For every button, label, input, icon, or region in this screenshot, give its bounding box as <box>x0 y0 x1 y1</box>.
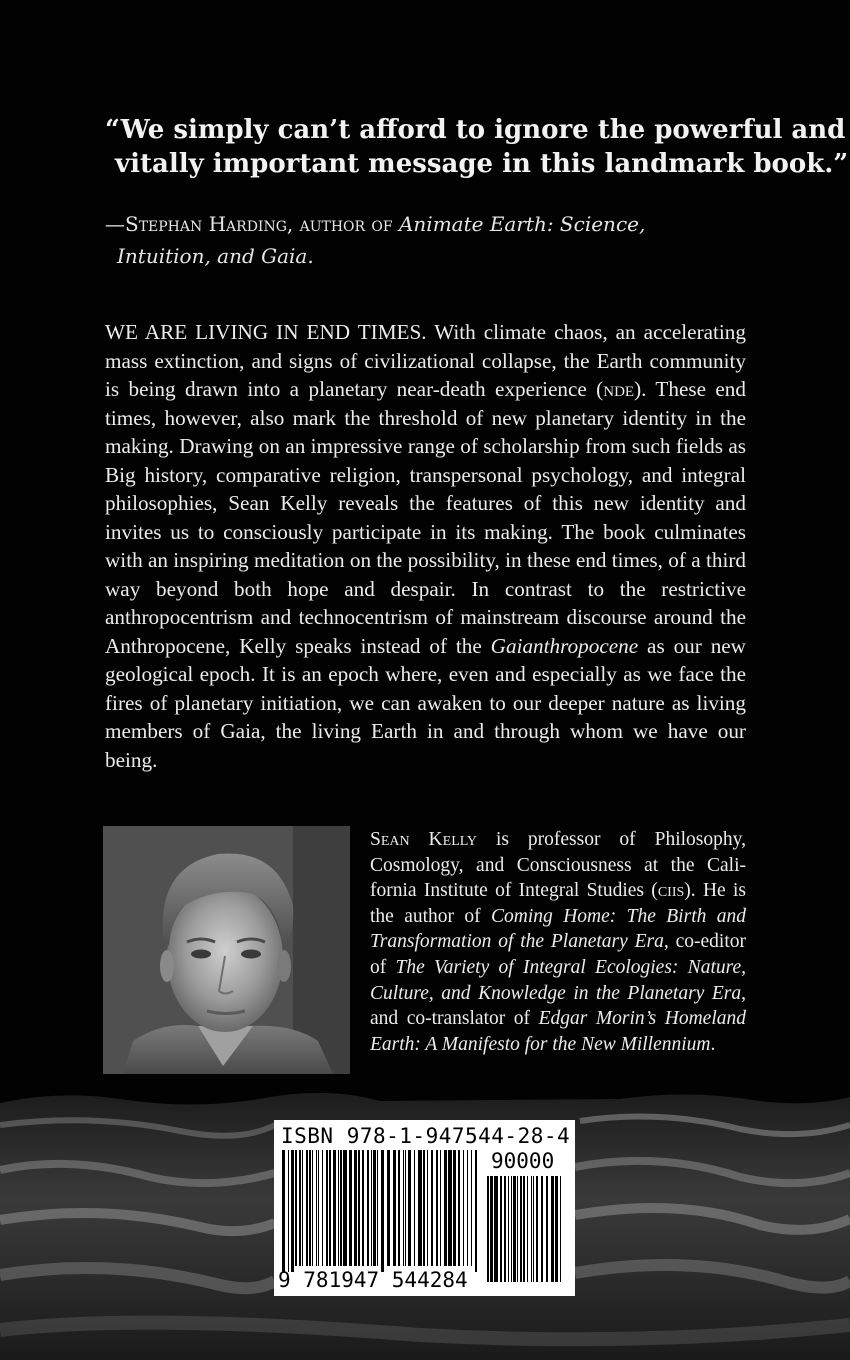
barcode-bar <box>309 1150 311 1266</box>
bio-author-name: Sean Kelly <box>370 829 478 850</box>
barcode-bar <box>418 1150 422 1266</box>
barcode-bar <box>291 1150 294 1272</box>
barcode-bar <box>555 1176 558 1282</box>
barcode-bar <box>536 1176 538 1282</box>
barcode-bar <box>504 1176 506 1282</box>
bio-text-2: ). He is the author of <box>370 880 746 927</box>
barcode-bar <box>414 1150 415 1266</box>
barcode-bar <box>318 1150 319 1266</box>
quote-line-2: vitally important message in this landmark book.” <box>115 149 849 179</box>
attribution-author: —Stephan Harding, author of <box>105 212 393 236</box>
barcode-bar <box>541 1176 543 1282</box>
barcode-bar <box>316 1150 317 1266</box>
author-bio <box>370 827 746 1057</box>
bio-book-2: The Variety of Integral Ecologies: Nature, Culture, and Knowledge in the Planetary Era <box>370 956 747 1004</box>
barcode-bar <box>494 1176 498 1282</box>
barcode-bar <box>349 1150 352 1266</box>
endorsement-quote <box>105 113 849 181</box>
barcode-bar <box>436 1150 438 1266</box>
barcode-bar <box>377 1150 378 1266</box>
barcode-bar <box>371 1150 372 1266</box>
barcode-bar <box>398 1150 400 1266</box>
barcode-bar <box>387 1150 390 1266</box>
quote-attribution <box>105 208 755 272</box>
barcode-bar <box>312 1150 313 1266</box>
barcode-bar <box>431 1150 433 1266</box>
bio-text-3: , co-editor of <box>370 931 746 978</box>
barcode-bar <box>523 1176 525 1282</box>
attribution-book-title: Animate Earth: Science, <box>398 212 646 236</box>
barcode-bar <box>373 1150 376 1266</box>
barcode-bar <box>490 1176 493 1282</box>
barcode-bar <box>343 1150 347 1266</box>
blurb-abbr: nde <box>603 377 635 401</box>
ean-barcode-bars <box>282 1150 482 1272</box>
barcode-bar <box>340 1150 342 1266</box>
barcode-bar <box>423 1150 425 1266</box>
price-code: 90000 <box>491 1149 555 1173</box>
attribution-line-1 <box>105 208 755 240</box>
barcode-bar <box>362 1150 364 1266</box>
barcode-bar <box>333 1150 336 1266</box>
barcode-bar <box>393 1150 396 1266</box>
blurb-text-3: as our new geological epoch. It is an epoch where, even and especially as we face the fires of planetary initiation, we can awaken to our deeper nature as living members of Gaia, the living Earth in and through whom we have our being. <box>105 633 746 772</box>
barcode-bar <box>463 1150 464 1266</box>
barcode-bar <box>511 1176 512 1282</box>
barcode-bar <box>322 1150 323 1266</box>
bio-text-1: is professor of Philosophy, Cosmology, and Consciousness at the California Institute of Integral Studies ( <box>370 829 746 902</box>
barcode-bar <box>546 1176 548 1282</box>
barcode-bar <box>282 1150 285 1272</box>
bio-text-4: , and co-translator of <box>370 982 746 1030</box>
barcode-bar <box>458 1150 460 1266</box>
blurb-lead: WE ARE LIVING IN END TIMES. <box>105 320 427 344</box>
barcode-bar <box>487 1176 489 1282</box>
barcode-bar <box>440 1150 441 1266</box>
barcode-bar <box>517 1176 518 1282</box>
barcode-bar <box>288 1150 289 1272</box>
barcode-bar <box>513 1176 516 1282</box>
barcode-bar <box>551 1176 554 1282</box>
barcode-bar <box>527 1176 528 1282</box>
barcode-bar <box>475 1150 477 1272</box>
barcode-bar <box>302 1150 303 1266</box>
bio-book-1: Coming Home: The Birth and Transformation of the Planetary Era <box>370 905 746 953</box>
price-addon-bars <box>487 1176 567 1288</box>
blurb-term: Gaianthropocene <box>490 633 639 658</box>
barcode-bar <box>533 1176 534 1282</box>
bio-abbr: ciis <box>657 880 685 902</box>
bio-text-5: . <box>710 1033 716 1055</box>
quote-line-1: “We simply can’t afford to ignore the powerful and <box>105 115 846 145</box>
barcode-bar <box>444 1150 447 1266</box>
barcode-bar <box>405 1150 406 1266</box>
barcode-bar <box>520 1176 522 1282</box>
blurb-text-2: ). These end times, however, also mark the threshold of new planetary identity in the making. Drawing on an impressive range of scholarship from such fields as Big history, comparative religion, transpersonal psychology, and integral philosophies, Sean Kelly reveals the features of this new identity and invites us to consciously participate in its making. The book culminates with an inspiring meditation on the possibility, in these end times, of a third way beyond both hope and despair. In contrast to the restrictive anthropocentrism and technocentrism of mainstream discourse around the Anthropocene, Kelly speaks instead of the <box>105 377 746 658</box>
blurb-text-1: With climate chaos, an accelerating mass extinction, and signs of civilizational collapse, the Earth community is being drawn into a planetary near-death experience ( <box>105 320 746 401</box>
barcode-bar <box>367 1150 369 1266</box>
attribution-book-title-cont: Intuition, and Gaia <box>117 244 308 268</box>
barcode-bar <box>329 1150 331 1266</box>
barcode-bar <box>500 1176 502 1282</box>
barcode-bar <box>299 1150 301 1266</box>
barcode-bar <box>295 1150 297 1266</box>
barcode-bar <box>427 1150 428 1266</box>
author-photo <box>103 826 350 1074</box>
book-description <box>105 318 746 774</box>
isbn-label: ISBN 978-1-947544-28-4 <box>281 1124 571 1148</box>
bio-book-3: Edgar Morin’s Homeland Earth: A Manifesto for the New Millennium <box>370 1008 746 1055</box>
barcode-bar <box>408 1150 411 1266</box>
barcode-bar <box>508 1176 509 1282</box>
barcode-bar <box>560 1176 561 1282</box>
barcode-bar <box>354 1150 357 1266</box>
isbn-barcode <box>274 1120 575 1296</box>
barcode-bar <box>467 1150 468 1266</box>
barcode-bar <box>531 1176 532 1282</box>
barcode-bar <box>338 1150 339 1266</box>
attribution-line-2 <box>105 240 755 272</box>
ean-digits: 9 781947 544284 <box>278 1268 468 1292</box>
barcode-bar <box>471 1150 472 1266</box>
barcode-bar <box>306 1150 308 1266</box>
barcode-bar <box>381 1150 384 1272</box>
barcode-bar <box>453 1150 456 1266</box>
attribution-end: . <box>307 244 314 268</box>
barcode-bar <box>326 1150 328 1266</box>
barcode-bar <box>358 1150 360 1266</box>
barcode-bar <box>403 1150 404 1266</box>
barcode-bar <box>448 1150 452 1266</box>
